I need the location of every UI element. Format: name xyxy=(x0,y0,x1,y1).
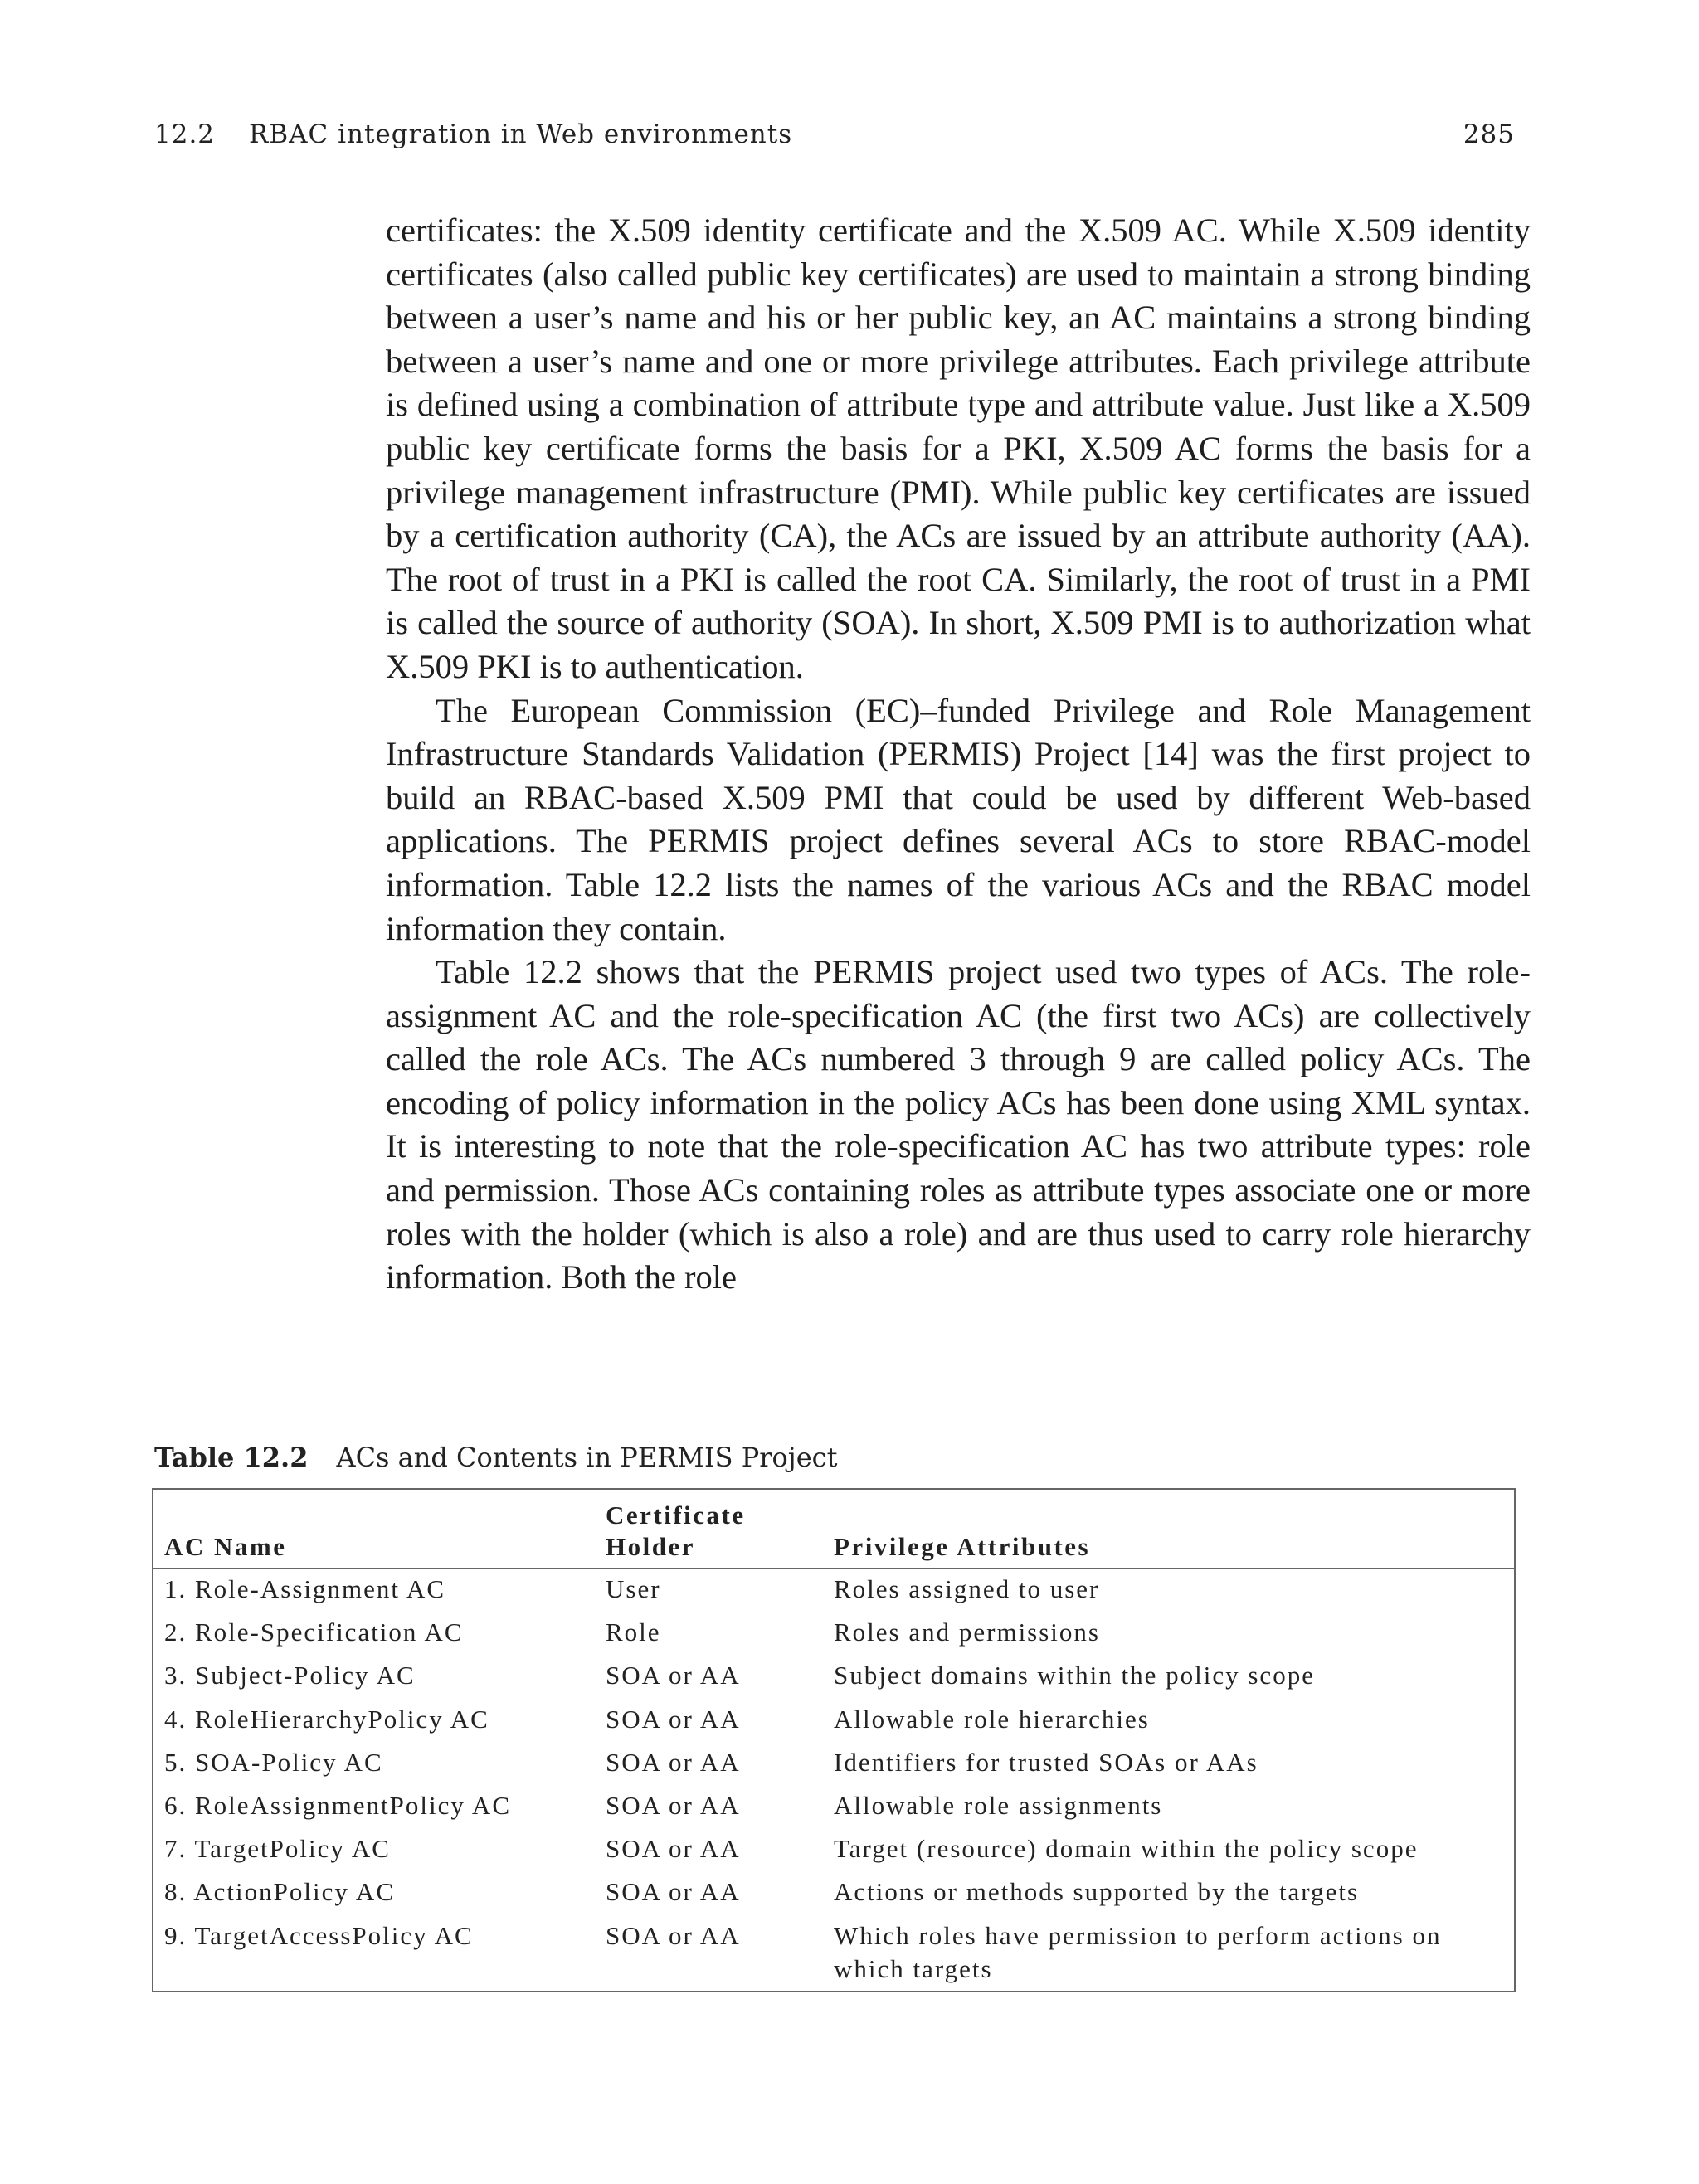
paragraph: The European Commission (EC)–funded Privilege and Role Management Infrastructure Standards Validation (PERMIS) Project [14] was the first project to build an RBAC-based X.509 PMI that could be used by different Web-based applications. The PERMIS project defines several ACs to store RBAC-model information. Table 12.2 lists the names of the various ACs and the RBAC model information they contain. xyxy=(386,691,1531,947)
section-title: RBAC integration in Web environments xyxy=(249,119,793,149)
cell-holder: SOA or AA xyxy=(606,1704,741,1734)
table-caption-label: Table 12.2 xyxy=(154,1442,309,1473)
table-caption xyxy=(154,1442,837,1473)
cell-ac-name: 8. ActionPolicy AC xyxy=(164,1877,395,1907)
table-header-row xyxy=(153,1490,1514,1569)
cell-ac-name: 7. TargetPolicy AC xyxy=(164,1834,391,1864)
table-row xyxy=(153,1612,1514,1656)
ac-table xyxy=(152,1488,1516,1992)
running-head xyxy=(154,119,1515,153)
cell-attributes: Subject domains within the policy scope xyxy=(834,1661,1315,1690)
cell-ac-name: 6. RoleAssignmentPolicy AC xyxy=(164,1790,511,1820)
table-row xyxy=(153,1656,1514,1699)
cell-holder: SOA or AA xyxy=(606,1834,741,1864)
page-number: 285 xyxy=(1463,119,1515,149)
paragraph: Table 12.2 shows that the PERMIS project used two types of ACs. The role-assignment AC and the role-specification AC (the first two ACs) are collectively called the role ACs. The ACs numbered 3 through 9 are called policy ACs. The encoding of policy information in the policy ACs has been done using XML syntax. It is interesting to note that the role-specification AC has two attribute types: role and permission. Those ACs containing roles as attribute types associate one or more roles with the holder (which is also a role) and are thus used to carry role hierarchy information. Both the role xyxy=(386,953,1531,1296)
table-row xyxy=(153,1569,1514,1612)
header-certificate-holder xyxy=(606,1500,746,1563)
header-holder-line1: Certificate xyxy=(606,1501,746,1530)
cell-ac-name: 9. TargetAccessPolicy AC xyxy=(164,1920,474,1950)
cell-attributes: Identifiers for trusted SOAs or AAs xyxy=(834,1747,1258,1777)
header-ac-name: AC Name xyxy=(164,1532,287,1561)
cell-holder: Role xyxy=(606,1617,661,1647)
table-row xyxy=(153,1700,1514,1743)
cell-holder: SOA or AA xyxy=(606,1877,741,1907)
table-body xyxy=(153,1569,1514,1982)
cell-holder: SOA or AA xyxy=(606,1747,741,1777)
cell-attributes: Which roles have permission to perform actions on which targets xyxy=(834,1920,1442,1983)
header-holder-line2: Holder xyxy=(606,1532,695,1561)
cell-attributes: Allowable role hierarchies xyxy=(834,1704,1150,1734)
cell-ac-name: 1. Role-Assignment AC xyxy=(164,1574,446,1603)
cell-ac-name: 3. Subject-Policy AC xyxy=(164,1661,416,1690)
table-row xyxy=(153,1786,1514,1829)
cell-ac-name: 2. Role-Specification AC xyxy=(164,1617,464,1647)
section-number: 12.2 xyxy=(154,119,216,149)
cell-holder: User xyxy=(606,1574,661,1603)
cell-holder: SOA or AA xyxy=(606,1790,741,1820)
table-row xyxy=(153,1916,1514,1982)
body-text xyxy=(386,209,1531,1300)
cell-ac-name: 5. SOA-Policy AC xyxy=(164,1747,383,1777)
cell-attributes: Target (resource) domain within the policy scope xyxy=(834,1834,1419,1864)
table-row xyxy=(153,1743,1514,1786)
table-caption-title: ACs and Contents in PERMIS Project xyxy=(336,1442,838,1473)
cell-attributes: Actions or methods supported by the targets xyxy=(834,1877,1360,1907)
header-privilege-attributes: Privilege Attributes xyxy=(834,1532,1091,1561)
cell-attributes: Roles and permissions xyxy=(834,1617,1100,1647)
cell-attributes: Roles assigned to user xyxy=(834,1574,1100,1603)
cell-ac-name: 4. RoleHierarchyPolicy AC xyxy=(164,1704,489,1734)
cell-holder: SOA or AA xyxy=(606,1920,741,1950)
table-row xyxy=(153,1829,1514,1872)
paragraph: certificates: the X.509 identity certificate and the X.509 AC. While X.509 identity certificates (also called public key certificates) are used to maintain a strong binding between a user’s name and his or her public key, an AC maintains a strong binding between a user’s name and one or more privilege attributes. Each privilege attribute is defined using a combination of attribute type and attribute value. Just like a X.509 public key certificate forms the basis for a PKI, X.509 AC forms the basis for a privilege management infrastructure (PMI). While public key certificates are issued by a certification authority (CA), the ACs are issued by an attribute authority (AA). The root of trust in a PKI is called the root CA. Similarly, the root of trust in a PMI is called the source of authority (SOA). In short, X.509 PMI is to authorization what X.509 PKI is to authentication. xyxy=(386,212,1531,685)
cell-attributes: Allowable role assignments xyxy=(834,1790,1163,1820)
cell-holder: SOA or AA xyxy=(606,1661,741,1690)
table-row xyxy=(153,1872,1514,1915)
